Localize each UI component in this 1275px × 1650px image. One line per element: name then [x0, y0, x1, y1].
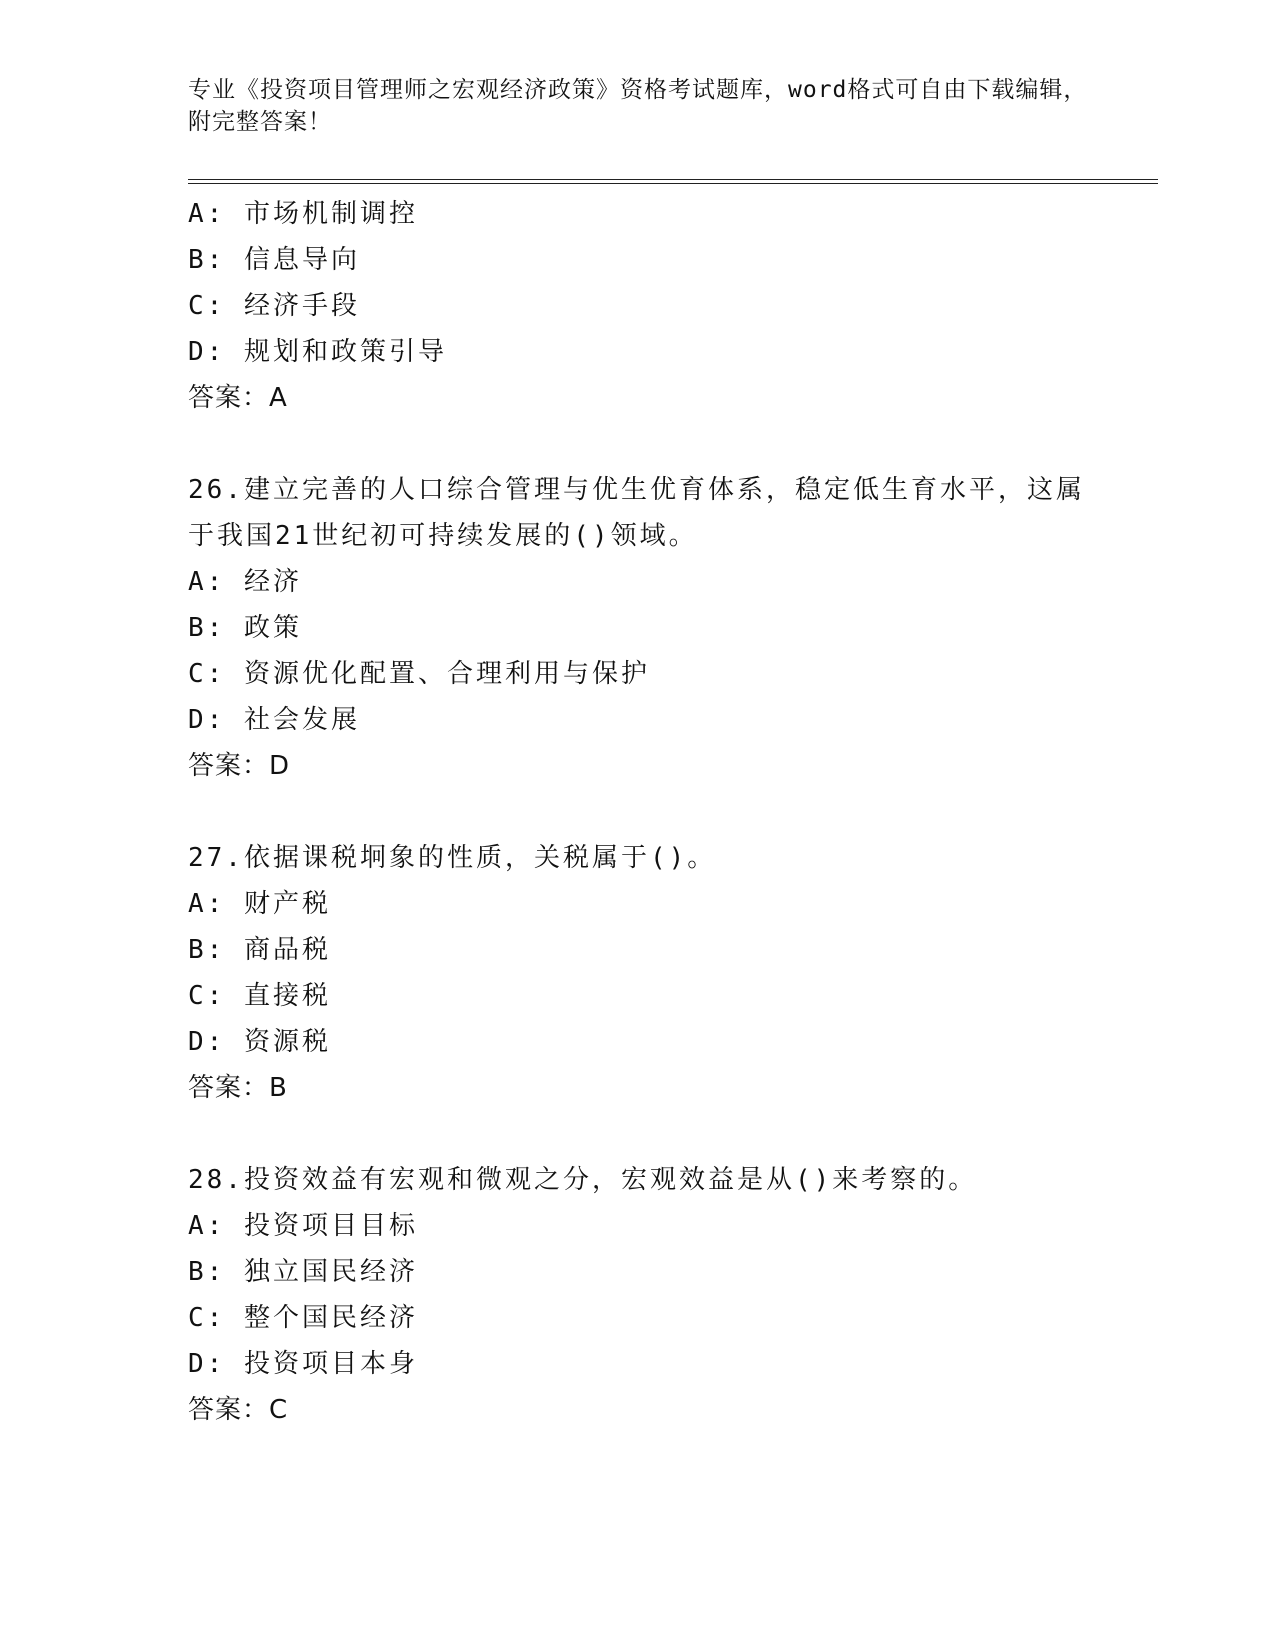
question-28	[188, 1157, 1088, 1433]
question-26	[188, 467, 1088, 789]
answer-line: 答案：C	[188, 1395, 289, 1425]
question-27	[188, 835, 1088, 1111]
option-a: A: 投资项目目标	[188, 1211, 418, 1241]
option-c: C: 整个国民经济	[188, 1303, 418, 1333]
question-stem: 28.投资效益有宏观和微观之分，宏观效益是从()来考察的。	[188, 1165, 978, 1195]
option-d: D: 社会发展	[188, 705, 360, 735]
answer-line: 答案：D	[188, 751, 291, 781]
question-list	[188, 191, 1088, 1433]
answer-line: 答案：A	[188, 383, 288, 413]
spacer	[188, 789, 1088, 835]
spacer	[188, 1111, 1088, 1157]
header-divider-top	[188, 179, 1158, 180]
header-divider-bottom	[188, 183, 1158, 184]
question-25-continuation	[188, 191, 1088, 421]
option-b: B: 商品税	[188, 935, 331, 965]
spacer	[188, 421, 1088, 467]
option-d: D: 投资项目本身	[188, 1349, 418, 1379]
document-header: 专业《投资项目管理师之宏观经济政策》资格考试题库，word格式可自由下载编辑，附完整答案！	[188, 77, 1088, 135]
option-c: C: 资源优化配置、合理利用与保护	[188, 659, 650, 689]
option-b: B: 信息导向	[188, 245, 360, 275]
option-d: D: 规划和政策引导	[188, 337, 447, 367]
option-d: D: 资源税	[188, 1027, 331, 1057]
answer-line: 答案：B	[188, 1073, 288, 1103]
option-c: C: 直接税	[188, 981, 331, 1011]
option-a: A: 财产税	[188, 889, 331, 919]
option-a: A: 经济	[188, 567, 302, 597]
option-b: B: 政策	[188, 613, 302, 643]
option-c: C: 经济手段	[188, 291, 360, 321]
question-stem: 26.建立完善的人口综合管理与优生优育体系，稳定低生育水平，这属于我国21世纪初可持续发展的()领域。	[188, 475, 1085, 551]
question-stem: 27.依据课税坰象的性质，关税属于()。	[188, 843, 717, 873]
option-a: A: 市场机制调控	[188, 199, 418, 229]
option-b: B: 独立国民经济	[188, 1257, 418, 1287]
